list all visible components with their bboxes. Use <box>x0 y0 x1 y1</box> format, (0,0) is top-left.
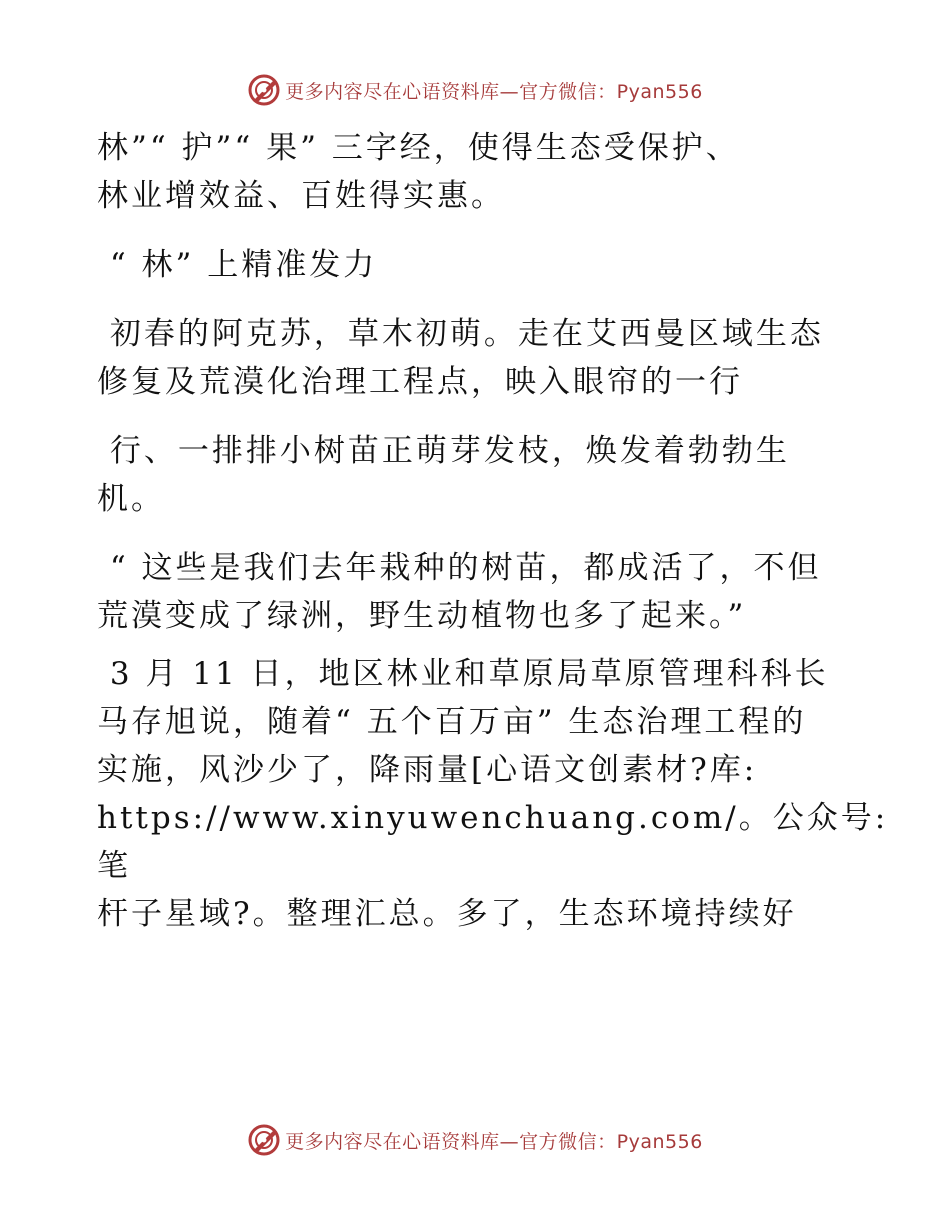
paragraph-quote: “ 这些是我们去年栽种的树苗，都成活了，不但 荒漠变成了绿洲，野生动植物也多了起来。” <box>97 550 822 634</box>
section-heading: “ 林” 上精准发力 <box>97 247 378 283</box>
header-banner-text: 更多内容尽在心语资料库—官方微信：Pyan556 <box>285 80 703 103</box>
footer-banner <box>0 1120 950 1160</box>
header-banner <box>0 70 950 110</box>
footer-banner-text: 更多内容尽在心语资料库—官方微信：Pyan556 <box>285 1130 703 1153</box>
paragraph-4: 3 月 11 日，地区林业和草原局草原管理科科长 马存旭说，随着“ 五个百万亩” 生态治理工程的 实施，风沙少了，降雨量[心语文创素材?库: https://www.xinyuwenchuang.com/。公众号: 笔 杆子星域?。整理汇总。多了，生态环境持续好 <box>97 656 889 932</box>
paragraph-2: 初春的阿克苏，草木初萌。走在艾西曼区域生态 修复及荒漠化治理工程点，映入眼帘的一行 <box>97 316 824 400</box>
pen-circle-icon <box>247 1123 281 1157</box>
document-body <box>97 124 897 938</box>
paragraph-3: 行、一排排小树苗正萌芽发枝，焕发着勃勃生 机。 <box>97 433 790 517</box>
pen-circle-icon <box>247 73 281 107</box>
paragraph-1: 林”“ 护”“ 果” 三字经，使得生态受保护、 林业增效益、百姓得实惠。 <box>97 130 740 214</box>
